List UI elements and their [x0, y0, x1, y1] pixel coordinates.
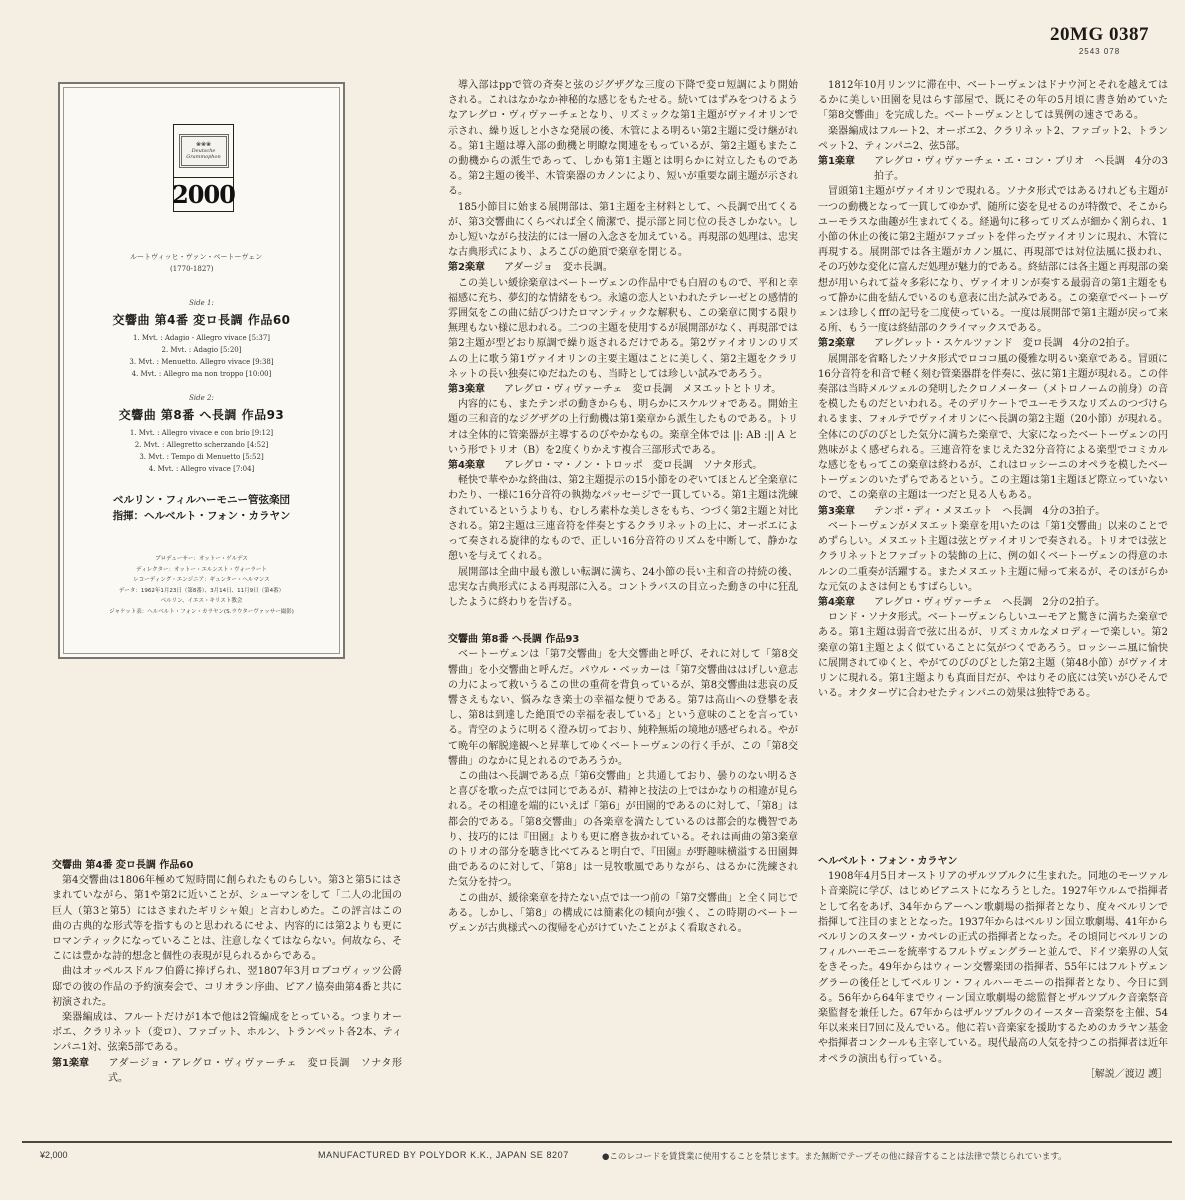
credit-line: データ：1962年1月23日（第8番）、3月14日、11月9日（第4番）: [118, 587, 285, 594]
paragraph: 内容的にも、またテンポの動きからも、明らかにスケルツォである。開始主題の三和音的なジグザグの上行動機は第1楽章から派生したものである。トリオは全体的に管楽器が主導するのびやかなもの。楽章全体では ||: AB :|| A という形でトリオ（B）を2度くりかえす複合三部形式である。: [448, 399, 798, 456]
tracklist-panel: [58, 82, 345, 659]
movement-label: 第1楽章: [818, 156, 855, 168]
paragraph: ベートーヴェンがメヌエット楽章を用いたのは「第1交響曲」以来のことでめずらしい。メヌエット主題は弦とヴァイオリンで奏される。トリオでは弦とクラリネットとファゴットの装飾の上に、例の如くベートーヴェンの得意のホルンの二重奏が活躍する。またメヌエット主題に帰って来るが、そのほがらかな元気のよさは何ともすばらしい。: [818, 520, 1168, 593]
section-heading: 交響曲 第4番 変ロ長調 作品60: [52, 860, 194, 871]
track-item: 3. Mvt. : Menuetto. Allegro vivace [9:38]: [129, 358, 274, 366]
credit-line: ベルリン、イエス・キリスト教会: [160, 598, 243, 604]
movement-heading: [448, 260, 798, 275]
movement-desc: アレグロ・ヴィヴァーチェ へ長調 2分の2拍子。: [874, 596, 1106, 608]
paragraph: この曲はへ長調である点「第6交響曲」と共通しており、曇りのない明るさと喜びを歌った点では同じであるが、精神と技法の上ではかなりの相違が見られる。その相違を端的にいえば「第6」が田園的であるのに対して、「第8」は都会的である。「第8交響曲」の各楽章を満たしているのは都会的な機智であり、技巧的には『田園』よりも更に磨き抜かれている。それは両曲の第3楽章のトリオの部分を聴き比べてみると明白で、『田園』が野趣味横溢する田園舞曲であるのに対して、「第8」は一見牧歌風でありながら、はるかに洗練された気分を持つ。: [448, 770, 798, 889]
paragraph: 軽快で華やかな終曲は、第2主題提示の15小節をのぞいてほとんど全楽章にわたり、一様に16分音符の執拗なパッセージで一貫している。第1主題は洗練されているというよりも、むしろ素朴な美しさをもち、つづく第2主題と対比される。第2主題は三連音符を伴奏とするクラリネットの上に、オーボエによって奏される旋律的なもので、正しい16分音符のリズムを中断して、静かな憩いを与えてくれる。: [448, 475, 798, 563]
movement-desc: アダージョ 変ホ長調。: [504, 262, 613, 274]
production-credits: [60, 554, 343, 617]
movement-label: 第2楽章: [818, 338, 855, 350]
paragraph: 冒頭第1主題がヴァイオリンで現れる。ソナタ形式ではあるけれども主題が一つの動機となって一貫してゆかず、随所に姿を見せるのが特徴で、そこからユーモラスな曲趣が生まれてくる。経過句に移ってリズムが細かく割られ、1小節の休止の後に第2主題がファゴットを伴ったヴァイオリンに現れ、木管に再現する。展開部では各主題がカノン風に、再現部では対位法風に扱われ、その巧妙な変化に富んだ処理が魅力的である。終結部には各主題と再現部の楽想が用いられて益々多彩になり、ヴァイオリンが奏する最弱音の第1主題をもって静かに曲を結んでいるのも意表に出た試みである。この楽章でベートーヴェンは珍しくfffの記号を二度使っている。一度は展開部で第1主題が戻って来る所、もう一度は終結部のクライマックスである。: [818, 186, 1168, 335]
movement-heading: [818, 595, 1168, 610]
notes-symphony-4-intro: [52, 858, 402, 1086]
paragraph: 第4交響曲は1806年極めて短時間に創られたものらしい。第3と第5にはさまれていながら、第1や第2に近いことが、シューマンをして「二人の北国の巨人（第3と第5）にはさまれたギリシャ娘」と言わしめた。この評言はこの曲の古典的な形式等を指すものと思われるにせよ、内容的には第2よりも更にロマンティックになっていることは、注意しなくてはならない。何故なら、そこには豊かな詩的想念と個性の表現が見られるからである。: [52, 875, 402, 963]
track-item: 4. Mvt. : Allegro vivace [7:04]: [148, 465, 255, 473]
paragraph: 展開部は全曲中最も激しい転調に満ち、24小節の長い主和音の持続の後、忠実な古典形式による再現部に入る。コントラバスの目立った動きの中に狂乱したように終わりを告げる。: [448, 566, 798, 608]
catalog-number-block: [1050, 24, 1149, 56]
paragraph: 1908年4月5日オーストリアのザルツブルクに生まれた。同地のモーツァルト音楽院に学び、はじめピアニストになろうとした。1927年ウルムで指揮者として名をあげ、34年からアーヘン歌劇場の指揮者となり、度々ベルリンで指揮して注目のまととなった。1937年からはベルリン国立歌劇場、41年からベルリンのスターツ・カペレの正式の指揮者となった。その頃同じベルリンのフィルハーモニーを統率するフルトヴェングラーと並んで、ドイツ楽界の人気をきそった。49年からはウィーン交響楽団の指揮者、55年にはフルトヴェングラーの後任としてベルリン・フィルハーモニーの指揮者となり、今日に到る。56年から64年までウィーン国立歌劇場の総監督とザルツブルク音楽祭音楽監督を兼任した。67年からはザルツブルクのイースター音楽祭を主催、54年以来来日7回に及んでいる。他に若い音楽家を援助するためのカラヤン基金や指揮者コンクールも主宰している。現代最高の人気を持つこの指揮者は近年オペラの演出も行っている。: [818, 871, 1168, 1065]
work-title: 交響曲 第8番 へ長調 作品93: [118, 408, 285, 422]
composer-name: ルートヴィッヒ・ヴァン・ベートーヴェン: [130, 253, 263, 261]
movement-desc: アレグロ・ヴィヴァーチェ 変ロ長調 メヌエットとトリオ。: [504, 384, 782, 396]
price: ¥2,000: [40, 1150, 68, 1160]
movement-label: 第1楽章: [52, 1057, 89, 1069]
movement-heading: [52, 1056, 402, 1086]
credit-line: レコーディング・エンジニア：ギュンター・ヘルマンス: [133, 577, 270, 583]
track-item: 4. Mvt. : Allegro ma non troppo [10:00]: [131, 370, 272, 378]
movement-label: 第4楽章: [818, 596, 855, 608]
movement-label: 第4楽章: [448, 460, 485, 472]
performers: [60, 492, 343, 524]
paragraph: この曲が、緩徐楽章を持たない点では一つ前の「第7交響曲」と全く同じである。しかし、「第8」の構成には簡素化の傾向が強く、この時期のベートーヴェンが古典様式への復帰を心がけていたことがよく看取される。: [448, 892, 798, 934]
paragraph: 導入部はppで管の斉奏と弦のジグザグな三度の下降で変ロ短調により開始される。これはなかなか神秘的な感じをもたせる。続いてはずみをつけるようなアレグロ・ヴィヴァーチェとなり、リズミックな第1主題がヴァイオリンで示され、繰り返しと小さな発展の後、木管による明るい第2主題に受け継がれる。第1主題は導入部の動機と明瞭な関連をもっているが、第2主題もまたこの動機からの派生であって、しかも第1主題とは明らかに対立したものである。第2主題の後半、木管楽器のカノンにより、短いが重要な副主題が示される。: [448, 80, 798, 198]
movement-heading: [448, 382, 798, 397]
credit-line: プロデューサー：オットー・ゲルデス: [155, 556, 248, 562]
section-heading: 交響曲 第8番 へ長調 作品93: [448, 634, 580, 646]
movement-desc: アレグロ・ヴィヴァーチェ・エ・コン・ブリオ へ長調 4分の3拍子。: [874, 156, 1168, 183]
movement-heading: [818, 504, 1168, 519]
conductor-name: 指揮：ヘルベルト・フォン・カラヤン: [112, 510, 291, 522]
paragraph: ベートーヴェンは「第7交響曲」を大交響曲と呼び、それに対して「第8交響曲」を小交響曲と呼んだ。パウル・ベッカーは「第7交響曲ははげしい意志の力によって救いうるこの世の重荷を背負っているが、第8交響曲は悲哀の反響さえもない、悩みなき楽士の幸福な便りである。第7は高山への登攀を表し、第8は到達した絶頂での幸福を表している」という意味のことを言っている。青空のように明るく澄み切っており、純粋無垢の境地が感ぜられる。やがて晩年の解脱達観へと昇華してゆくベートーヴェンの行く手が、この「第8交響曲」のなかに見とれるのであろうか。: [448, 649, 798, 767]
logo-text: Deutsche Grammophon: [186, 148, 221, 160]
movement-label: 第3楽章: [448, 384, 485, 396]
movement-heading: [818, 154, 1168, 184]
paragraph: 曲はオッペルスドルフ伯爵に捧げられ、翌1807年3月ロブコヴィッツ公爵邸での彼の作品の予約演奏会で、コリオラン序曲、ピアノ協奏曲第4番と共に初演された。: [52, 966, 402, 1008]
movement-desc: テンポ・ディ・メヌエット へ長調 4分の3拍子。: [874, 505, 1106, 517]
footer-divider: [22, 1141, 1172, 1143]
paragraph: この美しい緩徐楽章はベートーヴェンの作品中でも白眉のもので、平和と幸福感に充ち、夢幻的な情緒をもつ。永遠の恋人といわれたテレーゼとの感情的雰囲気をこの曲に結びつけたロマンティックな解釈も、この楽章に関する限り無理もない様に思われる。二つの主題を使用するが展開部がなく、再現部では第2主題が型どおり原調で繰り返されるだけである。第2ヴァイオリンのリズムの上に歌う第1ヴァイオリンの主要主題はことに美しく、第2主題をクラリネットの長い独奏にゆだねたのも、当時としては珍しい試みであろう。: [448, 277, 798, 380]
catalog-sub-number: 2543 078: [1078, 47, 1121, 56]
movement-desc: アレグロ・マ・ノン・トロッポ 変ロ長調 ソナタ形式。: [504, 460, 763, 472]
paragraph: 1812年10月リンツに滞在中、ベートーヴェンはドナウ河とそれを越えてはるかに美しい田園を見はらす部屋で、既にその年の5月頃に書き始めていた「第8交響曲」を完成した。ベートーヴェンとしては異例の速さである。: [818, 80, 1168, 122]
movement-desc: アダージョ・アレグロ・ヴィヴァーチェ 変ロ長調 ソナタ形式。: [108, 1057, 402, 1084]
track-item: 1. Mvt. : Allegro vivace e con brio [9:12]: [129, 429, 274, 437]
section-heading: ヘルベルト・フォン・カラヤン: [818, 856, 958, 867]
movement-label: 第2楽章: [448, 262, 485, 274]
movement-desc: アレグレット・スケルツァンド 変ロ長調 4分の2拍子。: [874, 338, 1136, 350]
credit-line: ディレクター：オットー・エルンスト・ヴォーラート: [136, 566, 267, 573]
track-item: 2. Mvt. : Adagio [5:20]: [161, 346, 242, 354]
notes-right-column: [818, 78, 1168, 701]
work-title: 交響曲 第4番 変ロ長調 作品60: [112, 313, 291, 327]
author-signature: ［解説／渡辺 護］: [1084, 1068, 1168, 1080]
composer-block: [60, 252, 343, 273]
composer-years: (1770-1827): [170, 265, 214, 273]
movement-heading: [818, 336, 1168, 351]
dg-cartouche-icon: [179, 134, 229, 168]
side-2: [60, 394, 343, 475]
paragraph: 楽器編成はフルート2、オーボエ2、クラリネット2、ファゴット2、トランペット2、ティンパニ2、弦5部。: [818, 125, 1168, 152]
side-label: Side 1:: [189, 299, 214, 307]
manufacturer-line: MANUFACTURED BY POLYDOR K.K., JAPAN SE 8207: [318, 1150, 569, 1160]
paragraph: 185小節目に始まる展開部は、第1主題を主材料として、へ長調で出てくるが、第3交響曲にくらべれば全く簡潔で、提示部と同じ位の長さしかない。しかし短いながら技法的には一層の入念さを加えている。再現部の処理は、忠実な古典形式により、よろこびの絶頂で楽章を閉じる。: [448, 201, 798, 259]
paragraph: 展開部を省略したソナタ形式でロココ風の優雅な明るい楽章である。冒頭に16分音符を和音で軽く刻む管楽器群を伴奏に、弦に第1主題が現れる。この伴奏部は当時メルツェルの発明したクロノメーター（メトロノームの前身）の音を模したものだといわれる。そのデリケートでユーモラスなリズムのつづけられるまま、フォルテでヴァイオリンにへ長調の第2主題（20小節）が現れる。全体にのびのびとした気分に満ちた楽章で、大家になったベートーヴェンの円熟味がよく感ぜられる。三連音符をまじえた32分音符による楽型でコミカルな感じをもってこの楽章は終わるが、これはロッシーニのオペラを模したベートーヴェンのいたずらであるという。この主題は第1主題ほど際立っていないので、この楽章の主題は一つだと見る人もある。: [818, 353, 1168, 502]
movement-label: 第3楽章: [818, 505, 855, 517]
side-label: Side 2:: [189, 394, 214, 402]
paragraph: 楽器編成は、フルートだけが1本で他は2管編成をとっている。つまりオーボエ、クラリネット（変ロ）、ファゴット、ホルン、トランペット各2本、ティンパニ1対、弦楽5部である。: [52, 1012, 402, 1054]
paragraph: ロンド・ソナタ形式。ベートーヴェンらしいユーモアと驚きに満ちた楽章である。第1主題は弱音で弦に出るが、リズミカルなメロディーで楽しい。第2楽章の第1主題とよく似ていることに気がつくであろう。ロッシーニ風に愉快に展開されてゆくと、やがてのびのびとした第2主題（第48小節）がヴァイオリンに現れる。第1主題よりも真面目だが、やはりその底には笑いがひそんでいる。オクターヴに合わせたティンパニの効果は独特である。: [818, 612, 1168, 700]
side-1: [60, 299, 343, 380]
track-item: 3. Mvt. : Tempo di Menuetto [5:52]: [139, 453, 264, 461]
notes-middle-column: [448, 78, 798, 936]
track-item: 2. Mvt. : Allegretto scherzando [4:52]: [134, 441, 269, 449]
dg-2000-logo: [173, 124, 234, 212]
notes-karajan-bio: [818, 854, 1168, 1082]
tulip-crown-icon: ❀❀❀: [195, 141, 212, 148]
series-badge: 2000: [173, 178, 234, 212]
catalog-number: 20MG 0387: [1050, 24, 1149, 45]
credit-line: ジャケット表：ヘルベルト・フォン・カラヤン(S.ラウターヴァッサー撮影): [109, 608, 294, 615]
copyright-warning: ●このレコードを賃貸業に使用することを禁じます。また無断でテープその他に録音することは法律で禁じられています。: [602, 1152, 1067, 1162]
movement-heading: [448, 458, 798, 473]
orchestra-name: ベルリン・フィルハーモニー管弦楽団: [113, 494, 290, 506]
track-item: 1. Mvt. : Adagio - Allegro vivace [5:37]: [132, 334, 271, 342]
